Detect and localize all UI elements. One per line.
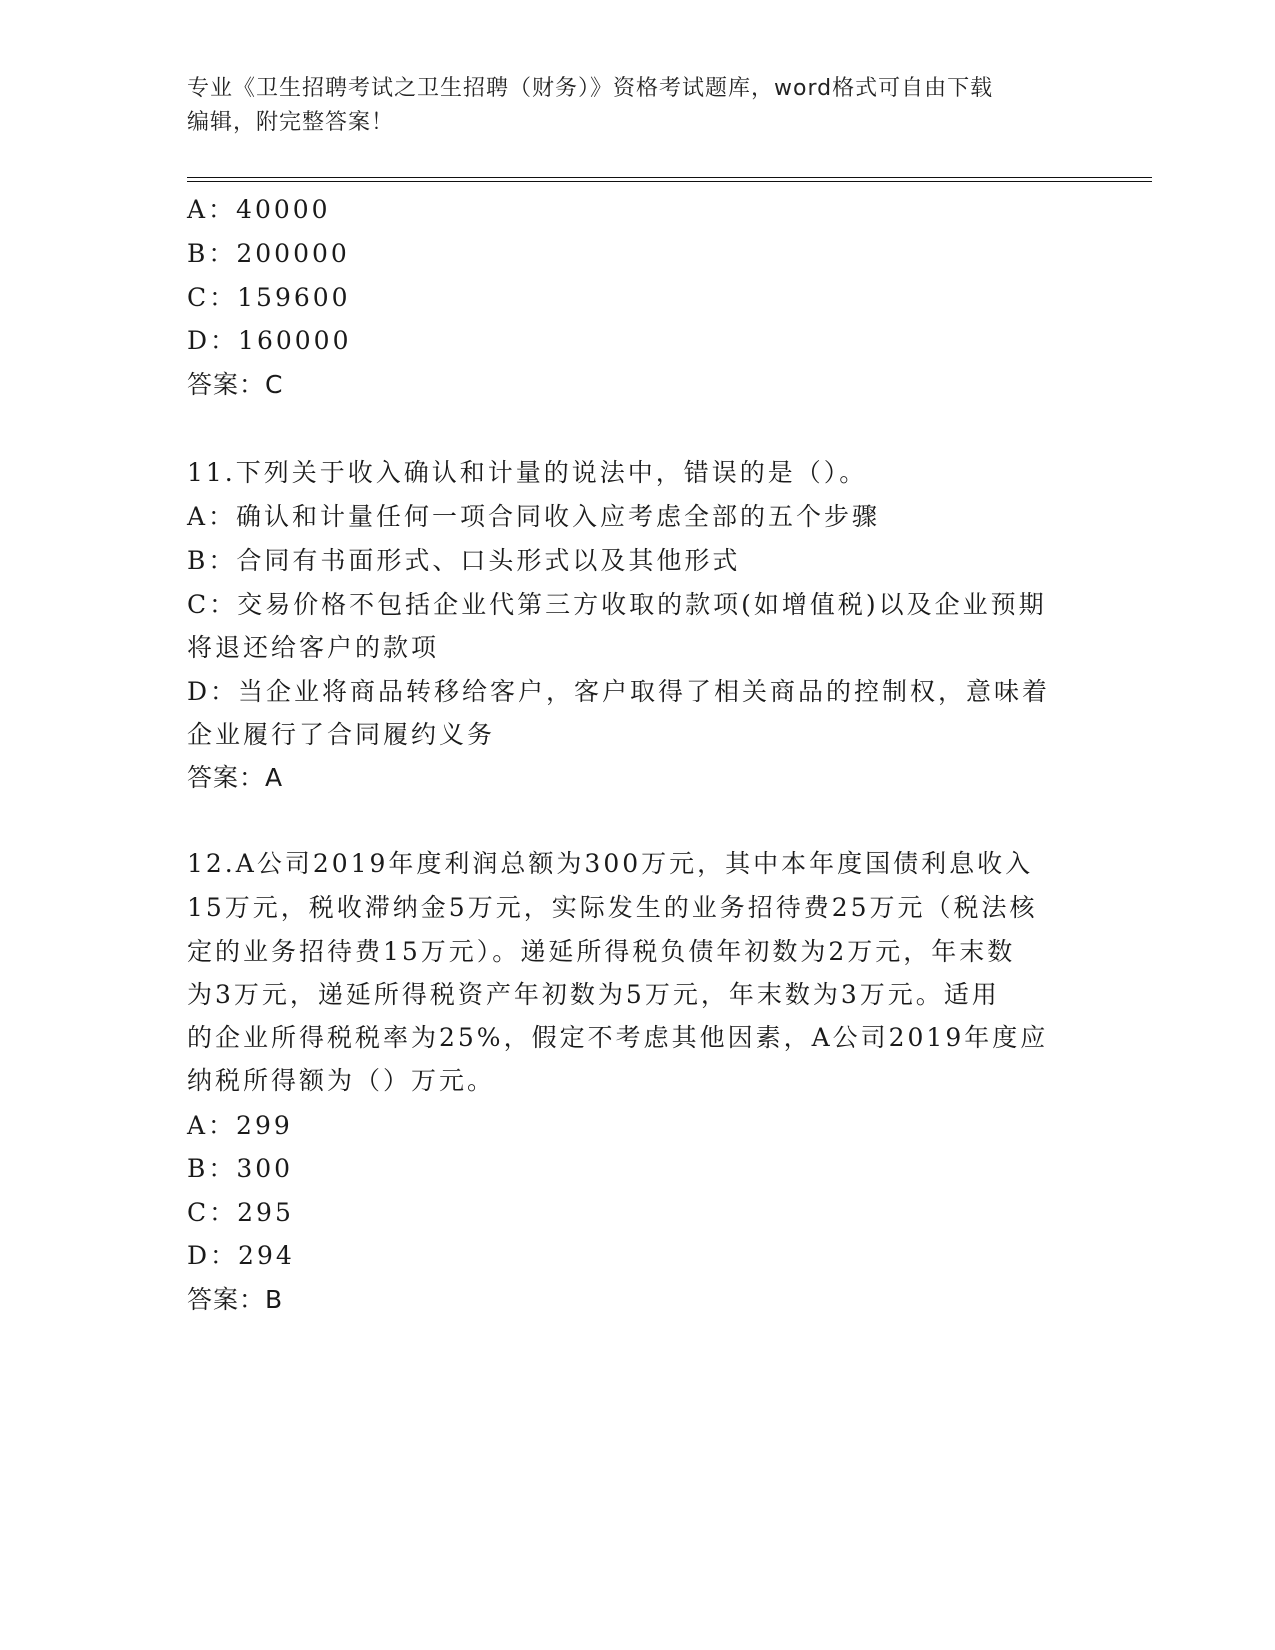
q12-stem-line-3: 定的业务招待费15万元）。递延所得税负债年初数为2万元，年末数 <box>187 937 1016 966</box>
header-line-2: 编辑，附完整答案！ <box>187 110 395 135</box>
q12-option-c: C：295 <box>187 1198 294 1227</box>
q12-stem-line-6: 纳税所得额为（）万元。 <box>187 1066 496 1095</box>
header-line-1: 专业《卫生招聘考试之卫生招聘（财务）》资格考试题库，word格式可自由下载 <box>187 76 994 101</box>
q10-option-b: B：200000 <box>187 239 350 268</box>
q12-option-d: D：294 <box>187 1241 295 1270</box>
q12-option-b: B：300 <box>187 1154 294 1183</box>
q11-option-a: A：确认和计量任何一项合同收入应考虑全部的五个步骤 <box>187 502 881 531</box>
header-divider-bottom <box>187 181 1152 182</box>
q12-stem-line-5: 的企业所得税税率为25%，假定不考虑其他因素，A公司2019年度应 <box>187 1023 1049 1052</box>
q10-option-d: D：160000 <box>187 326 352 355</box>
q12-stem-line-4: 为3万元，递延所得税资产年初数为5万元，年末数为3万元。适用 <box>187 980 1000 1009</box>
q10-option-a: A：40000 <box>187 195 331 224</box>
q12-option-a: A：299 <box>187 1111 293 1140</box>
q11-answer: 答案：A <box>187 763 284 792</box>
document-header <box>187 72 1067 140</box>
q12-stem-line-2: 15万元，税收滞纳金5万元，实际发生的业务招待费25万元（税法核 <box>187 893 1038 922</box>
q11-option-c-line-1: C：交易价格不包括企业代第三方收取的款项(如增值税)以及企业预期 <box>187 590 1047 619</box>
q10-answer: 答案：C <box>187 370 284 399</box>
q11-stem: 11.下列关于收入确认和计量的说法中，错误的是（）。 <box>187 458 868 487</box>
q11-option-d-line-1: D：当企业将商品转移给客户，客户取得了相关商品的控制权，意味着 <box>187 677 1051 706</box>
q11-option-b: B：合同有书面形式、口头形式以及其他形式 <box>187 546 741 575</box>
q11-option-d-line-2: 企业履行了合同履约义务 <box>187 720 496 749</box>
q12-stem-line-1: 12.A公司2019年度利润总额为300万元，其中本年度国债利息收入 <box>187 849 1034 878</box>
q11-option-c-line-2: 将退还给客户的款项 <box>187 633 440 662</box>
q12-answer: 答案：B <box>187 1285 284 1314</box>
q10-option-c: C：159600 <box>187 283 351 312</box>
header-divider-top <box>187 177 1152 178</box>
